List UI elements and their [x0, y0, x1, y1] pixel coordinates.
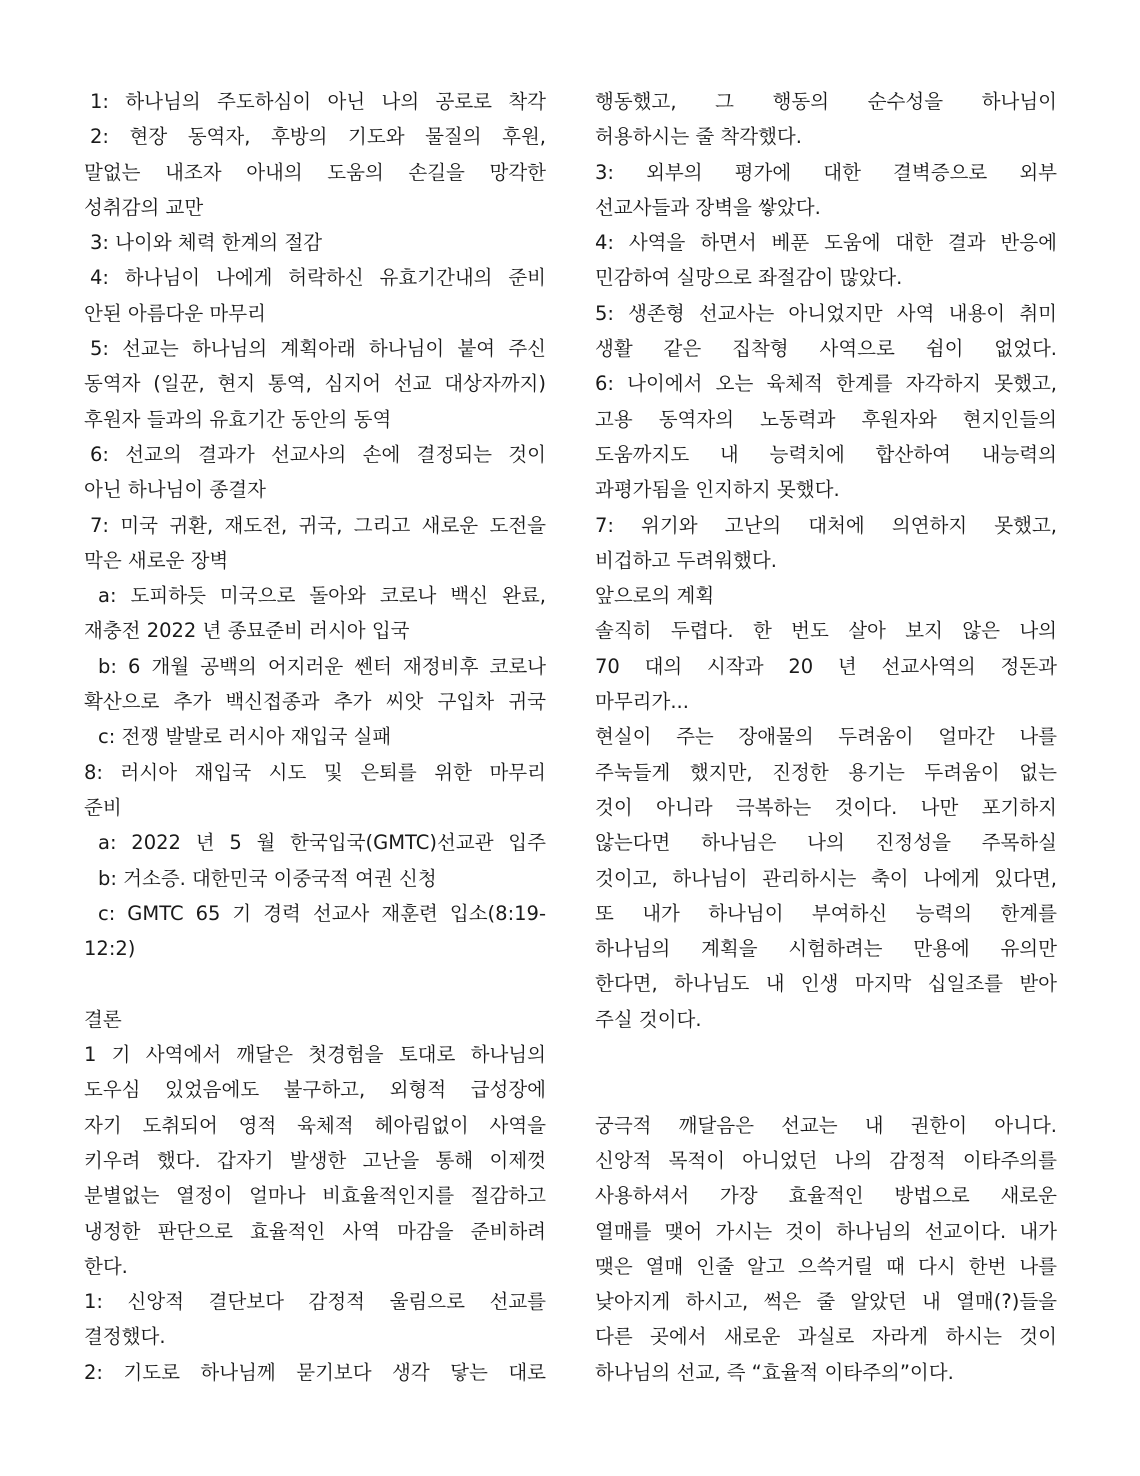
left-text-line: 자기 도취되어 영적 육체적 헤아림없이 사역을 [84, 1113, 546, 1137]
left-text-line: 후원자 들과의 유효기간 동안의 동역 [84, 407, 392, 431]
left-text-line: 안된 아름다운 마무리 [84, 301, 266, 325]
left-text-line: 말없는 내조자 아내의 도움의 손길을 망각한 [84, 160, 546, 184]
right-text-line: 앞으로의 계획 [595, 584, 715, 608]
right-text-line: 맺은 열매 인줄 알고 으쓱거릴 때 다시 한번 나를 [595, 1254, 1057, 1278]
left-text-line: 성취감의 교만 [84, 195, 204, 219]
left-text-line: 냉정한 판단으로 효율적인 사역 마감을 준비하려 [84, 1219, 546, 1243]
right-text-line: 신앙적 목적이 아니었던 나의 감정적 이타주의를 [595, 1148, 1057, 1172]
right-text-line: 과평가됨을 인지하지 못했다. [595, 478, 840, 502]
left-text-line: 12:2) [84, 937, 136, 961]
right-text-line: 않는다면 하나님은 나의 진정성을 주목하실 [595, 831, 1057, 855]
right-text-line: 5: 생존형 선교사는 아니었지만 사역 내용이 취미 [595, 301, 1057, 325]
right-text-line: 열매를 맺어 가시는 것이 하나님의 선교이다. 내가 [595, 1219, 1057, 1243]
left-text-line: 결론 [84, 1007, 122, 1031]
left-text-line [84, 966, 546, 1001]
right-text-line: 6: 나이에서 오는 육체적 한계를 자각하지 못했고, [595, 372, 1057, 396]
left-text-line: 1: 신앙적 결단보다 감정적 울림으로 선교를 [84, 1290, 546, 1314]
left-text-line: c: 전쟁 발발로 러시아 재입국 실패 [98, 725, 392, 749]
right-text-line: 사용하셔서 가장 효율적인 방법으로 새로운 [595, 1184, 1057, 1208]
left-text-line: 8: 러시아 재입국 시도 및 은퇴를 위한 마무리 [84, 760, 546, 784]
right-text-line: 고용 동역자의 노동력과 후원자와 현지인들의 [595, 407, 1057, 431]
left-text-line: a: 2022 년 5 월 한국입국(GMTC)선교관 입주 [98, 831, 546, 855]
right-text-line: 현실이 주는 장애물의 두려움이 얼마간 나를 [595, 725, 1057, 749]
left-text-line: a: 도피하듯 미국으로 돌아와 코로나 백신 완료, [98, 584, 546, 608]
left-text-line: 4: 하나님이 나에게 허락하신 유효기간내의 준비 [90, 266, 546, 290]
right-text-line: 3: 외부의 평가에 대한 결벽증으로 외부 [595, 160, 1057, 184]
right-text-line: 또 내가 하나님이 부여하신 능력의 한계를 [595, 901, 1057, 925]
left-text-line: 도우심 있었음에도 불구하고, 외형적 급성장에 [84, 1078, 546, 1102]
right-text-line: 도움까지도 내 능력치에 합산하여 내능력의 [595, 442, 1057, 466]
right-text-line: 것이 아니라 극복하는 것이다. 나만 포기하지 [595, 795, 1057, 819]
left-text-line: 분별없는 열정이 얼마나 비효율적인지를 절감하고 [84, 1184, 546, 1208]
left-text-column [84, 84, 546, 1390]
left-text-line: 6: 선교의 결과가 선교사의 손에 결정되는 것이 [90, 442, 546, 466]
right-text-line: 주실 것이다. [595, 1007, 702, 1031]
right-text-line: 민감하여 실망으로 좌절감이 많았다. [595, 266, 903, 290]
left-text-line: 아닌 하나님이 종결자 [84, 478, 266, 502]
left-text-line: 키우려 했다. 갑자기 발생한 고난을 통해 이제껏 [84, 1148, 546, 1172]
left-text-line: b: 거소증. 대한민국 이중국적 여권 신청 [98, 866, 437, 890]
right-text-line [595, 1072, 1057, 1107]
right-text-line: 마무리가... [595, 690, 689, 714]
left-text-line: 동역자 (일꾼, 현지 통역, 심지어 선교 대상자까지) [84, 372, 546, 396]
left-text-line: 결정했다. [84, 1325, 166, 1349]
left-text-line: 1 기 사역에서 깨달은 첫경험을 토대로 하나님의 [84, 1043, 546, 1067]
right-text-line: 낮아지게 하시고, 썩은 줄 알았던 내 열매(?)들을 [595, 1290, 1057, 1314]
right-text-line: 7: 위기와 고난의 대처에 의연하지 못했고, [595, 513, 1057, 537]
left-text-line: 한다. [84, 1254, 128, 1278]
right-text-line [595, 1037, 1057, 1072]
left-text-line: 2: 기도로 하나님께 묻기보다 생각 닿는 대로 [84, 1360, 546, 1384]
left-text-line: 막은 새로운 장벽 [84, 548, 229, 572]
right-text-line: 선교사들과 장벽을 쌓았다. [595, 195, 821, 219]
left-text-line: 재충전 2022 년 종묘준비 러시아 입국 [84, 619, 410, 643]
right-text-line: 행동했고, 그 행동의 순수성을 하나님이 [595, 90, 1057, 113]
left-text-line: 1: 하나님의 주도하심이 아닌 나의 공로로 착각 [90, 90, 546, 113]
right-text-line: 것이고, 하나님이 관리하시는 축이 나에게 있다면, [595, 866, 1057, 890]
right-text-line: 4: 사역을 하면서 베푼 도움에 대한 결과 반응에 [595, 231, 1057, 255]
right-text-line: 비겁하고 두려워했다. [595, 548, 777, 572]
right-text-line: 궁극적 깨달음은 선교는 내 권한이 아니다. [595, 1113, 1057, 1137]
right-text-line: 다른 곳에서 새로운 과실로 자라게 하시는 것이 [595, 1325, 1057, 1349]
right-text-line: 하나님의 선교, 즉 “효율적 이타주의”이다. [595, 1360, 954, 1384]
left-text-line: 3: 나이와 체력 한계의 절감 [90, 231, 323, 255]
left-text-line: 준비 [84, 795, 122, 819]
left-text-line: b: 6 개월 공백의 어지러운 쎈터 재정비후 코로나 [98, 654, 546, 678]
left-text-line: 확산으로 추가 백신접종과 추가 씨앗 구입차 귀국 [84, 690, 546, 714]
right-text-line: 솔직히 두렵다. 한 번도 살아 보지 않은 나의 [595, 619, 1057, 643]
left-text-line: 5: 선교는 하나님의 계획아래 하나님이 붙여 주신 [90, 337, 546, 361]
left-text-line: 2: 현장 동역자, 후방의 기도와 물질의 후원, [90, 125, 546, 149]
right-text-line: 생활 같은 집착형 사역으로 쉼이 없었다. [595, 337, 1057, 361]
right-text-column [595, 84, 1057, 1390]
right-text-line: 하나님의 계획을 시험하려는 만용에 유의만 [595, 937, 1057, 961]
right-text-line: 한다면, 하나님도 내 인생 마지막 십일조를 받아 [595, 972, 1057, 996]
right-text-line: 허용하시는 줄 착각했다. [595, 125, 802, 149]
right-text-line: 70 대의 시작과 20 년 선교사역의 정돈과 [595, 654, 1057, 678]
left-text-line: c: GMTC 65 기 경력 선교사 재훈련 입소(8:19- [98, 901, 546, 925]
right-text-line: 주눅들게 했지만, 진정한 용기는 두려움이 없는 [595, 760, 1057, 784]
left-text-line: 7: 미국 귀환, 재도전, 귀국, 그리고 새로운 도전을 [90, 513, 546, 537]
